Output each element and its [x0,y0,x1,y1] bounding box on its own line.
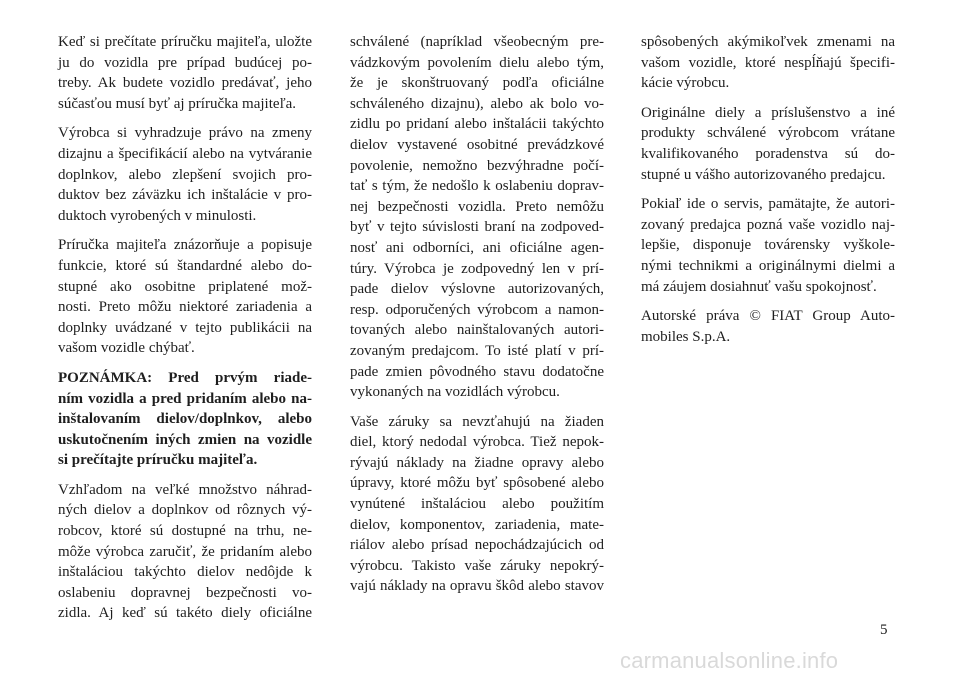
text-line: robcov, ktoré sú dostupné na trhu, ne- [58,523,312,540]
body-paragraph [58,480,312,624]
text-line: nosť ani odborníci, ani oficiálne agen- [350,239,604,256]
text-line: vajú náklady na opravu škôd alebo stavov [350,578,604,595]
text-line: stupné u vášho autorizovaného predajcu. [641,166,886,183]
paragraph-gap [641,94,895,103]
text-line: rývajú náklady na žiadne opravy alebo [350,454,604,471]
text-line: vašom vozidle chýbať. [58,340,195,357]
text-line: vynútené inštaláciou alebo použitím [350,496,604,513]
text-column-1 [58,32,312,624]
paragraph-gap [641,185,895,194]
text-line: spôsobených akýmikoľvek zmenami na [641,34,895,50]
body-paragraph [350,32,604,403]
text-line: tať s tým, že nedošlo k oslabeniu doprav- [350,178,604,195]
text-line: tovaných alebo nainštalovaných autori- [350,322,604,339]
text-line: dielov vystavené osobitné prevádzkové [350,136,604,153]
text-line: že je skonštruovaný podľa oficiálne [350,75,604,92]
text-line: uskutočnením iných zmien na vozidle [58,431,312,448]
paragraph-gap [58,471,312,480]
text-line: schváleného dizajnu), alebo ak bolo vo- [350,95,604,112]
text-line: úpravy, ktoré môžu byť spôsobené alebo [350,475,604,492]
text-line: inštalovaním dielov/doplnkov, alebo [58,411,312,428]
text-line: kácie výrobcu. [641,75,730,92]
text-line: vádzkovým povolením dielu alebo tým, [350,54,604,71]
text-line: treby. Ak budete vozidlo predávať, jeho [58,75,312,92]
text-line: doplnky uvádzané v tejto publikácii na [58,319,312,336]
text-line: oslabeniu dopravnej bezpečnosti vo- [58,584,312,601]
body-paragraph [58,32,312,114]
text-line: byť v tejto súvislosti braní na zodpoved- [350,219,604,236]
text-line: Keď si prečítate príručku majiteľa, uložte [58,34,312,50]
paragraph-gap [641,297,895,306]
text-line: súčasťou musí byť aj príručka majiteľa. [58,95,297,112]
text-line: duktoch vyrobených v minulosti. [58,207,257,224]
text-line: nými technikmi a originálnymi dielmi a [641,257,895,274]
text-line: duktov bez záväzku ich inštalácie v pro- [58,187,312,204]
text-line: zovaný predajca pozná vaše vozidlo naj- [641,216,895,233]
text-line: má záujem dosiahnuť vašu spokojnosť. [641,278,877,295]
text-column-2 [350,32,604,597]
text-line: pade dielov výslovne autorizovaných, [350,281,604,298]
page-number: 5 [880,622,888,638]
text-line: Vzhľadom na veľké množstvo náhrad- [58,481,312,498]
paragraph-gap [350,403,604,412]
text-line: stupné ako osobitne priplatené mož- [58,278,312,295]
text-line: Výrobca si vyhradzuje právo na zmeny [58,125,312,142]
text-line: schválené (napríklad všeobecným pre- [350,34,604,50]
body-paragraph [641,103,895,185]
text-line: pade zmien pôvodného stavu dodatočne [350,363,604,380]
text-line: produkty schválené výrobcom vrátane [641,125,895,142]
text-line: Príručka majiteľa znázorňuje a popisuje [58,237,312,254]
body-paragraph [641,306,895,347]
text-line: povolenie, nemožno bezvýhradne počí- [350,157,604,174]
text-line: vykonaných na vozidlách výrobcu. [350,384,560,401]
note-paragraph [58,368,312,471]
body-paragraph [58,123,312,226]
text-line: doplnkov, alebo zlepšení svojich pro- [58,166,312,183]
body-paragraph [58,235,312,359]
text-line: túry. Výrobca je zodpovedný len v prí- [350,260,604,277]
text-line: dielov, komponentov, zariadenia, mate- [350,516,604,533]
text-line: nej bezpečnosti vozidla. Preto nemôžu [350,198,604,215]
text-line: Vaše záruky sa nevzťahujú na žiaden [350,413,604,430]
text-line: dizajnu a špecifikácií alebo na vytváranie [58,145,312,162]
body-paragraph [641,32,895,94]
text-line: riálov alebo prísad nepochádzajúcich od [350,537,604,554]
paragraph-gap [58,359,312,368]
paragraph-gap [58,114,312,123]
text-line: zidla. Aj keď sú takéto diely oficiálne [58,605,312,622]
text-line: vašom vozidle, ktoré nespĺňajú špecifi- [641,54,895,71]
text-line: ním vozidla a pred pridaním alebo na- [58,390,312,407]
text-line: ju do vozidla pre prípad budúcej po- [58,54,312,71]
text-line: si prečítajte príručku majiteľa. [58,452,258,469]
text-line: resp. odporučených výrobcom a namon- [350,301,604,318]
watermark-logo: carmanualsonline.info [620,648,839,673]
text-line: výrobcu. Takisto vaše záruky nepokrý- [350,557,604,574]
text-line: funkcie, ktoré sú štandardné alebo do- [58,257,312,274]
text-line: Originálne diely a príslušenstvo a iné [641,104,895,121]
text-line: nosti. Preto môžu niektoré zariadenia a [58,299,312,316]
text-line: ných dielov a doplnkov od rôznych vý- [58,502,312,519]
body-paragraph [350,412,604,597]
text-line: môže výrobca zaručiť, že pridaním alebo [58,543,312,560]
text-line: lepšie, disponuje továrensky vyškole- [641,237,895,254]
text-line: inštaláciou takýchto dielov nedôjde k [58,564,312,581]
text-line: Autorské práva © FIAT Group Auto- [641,308,895,325]
paragraph-gap [58,226,312,235]
text-line: zovaným predajcom. To isté platí v prí- [350,342,604,359]
body-paragraph [641,194,895,297]
text-column-3 [641,32,895,347]
text-line: zidlu po pridaní alebo inštalácii takýchto [350,116,604,133]
text-line: diel, ktorý nedodal výrobca. Tiež nepok- [350,434,604,451]
text-line: POZNÁMKA: Pred prvým riade- [58,369,312,386]
text-line: kvalifikovaného poradenstva sú do- [641,145,895,162]
text-line: Pokiaľ ide o servis, pamätajte, že autori- [641,196,895,213]
text-line: mobiles S.p.A. [641,328,731,345]
